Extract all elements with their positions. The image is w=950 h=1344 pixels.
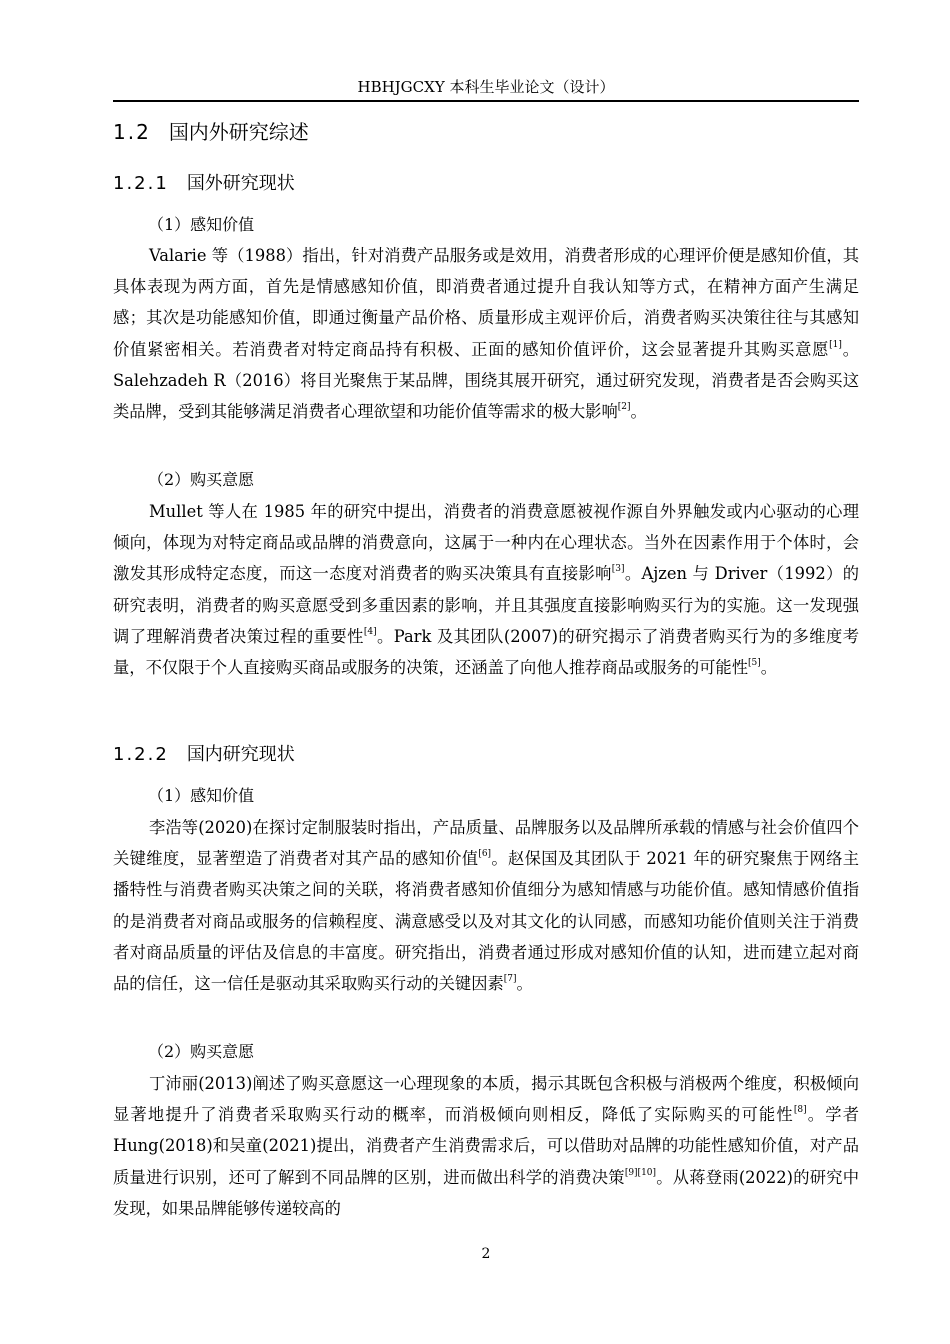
subsection-number: 1.2.1 — [113, 173, 169, 194]
section-title: 国内外研究综述 — [168, 120, 309, 144]
citation-ref: [5] — [747, 658, 761, 669]
citation-ref: [2] — [617, 402, 631, 413]
citation-ref: [7] — [503, 974, 517, 985]
paragraph-domestic-purchase-intention — [113, 1068, 859, 1224]
paragraph-text: Mullet 等人在 1985 年的研究中提出，消费者的消费意愿被视作源自外界触发或内心驱动的心理倾向，体现为对特定商品或品牌的消费意向，这属于一种内在心理状态。当外在因素作用于个体时，会激发其形成特定态度，而这一态度对消费者的购买决策具有直接影响 — [113, 502, 859, 584]
citation-ref: [9][10] — [624, 1167, 657, 1178]
paragraph-text: 。 — [516, 974, 533, 994]
paragraph-text: Valarie 等（1988）指出，针对消费产品服务或是效用，消费者形成的心理评价便是感知价值，其具体表现为两方面，首先是情感感知价值，即消费者通过提升自我认知等方式，在精神方面产生满足感；其次是功能感知价值，即通过衡量产品价格、质量形成主观评价后，消费者购买决策往往与其感知价值紧密相关。若消费者对特定商品持有积极、正面的感知价值评价，这会显著提升其购买意愿 — [113, 246, 859, 359]
paragraph-foreign-perceived-value — [113, 240, 859, 427]
page-header: HBHJGCXY 本科生毕业论文（设计） — [357, 78, 615, 96]
paragraph-text: 。Park 及其团队(2007)的研究揭示了消费者购买行为的多维度考量，不仅限于个人直接购买商品或服务的决策，还涵盖了向他人推荐商品或服务的可能性 — [113, 626, 859, 678]
item-heading-perceived-value: （1）感知价值 — [148, 215, 255, 234]
paragraph-text: 。Salehzadeh R（2016）将目光聚焦于某品牌，围绕其展开研究，通过研究发现，消费者是否会购买这类品牌，受到其能够满足消费者心理欲望和功能价值等需求的极大影响 — [113, 339, 859, 422]
section-heading — [113, 118, 309, 146]
citation-ref: [4] — [363, 626, 377, 637]
paragraph-text: 。从蒋登雨(2022)的研究中发现，如果品牌能够传递较高的 — [113, 1167, 860, 1218]
subsection-heading-foreign — [113, 171, 295, 197]
citation-ref: [8] — [793, 1105, 807, 1116]
paragraph-text: 。 — [760, 658, 778, 678]
paragraph-text: 。 — [630, 402, 647, 422]
paragraph-text: 李浩等(2020)在探讨定制服装时指出，产品质量、品牌服务以及品牌所承载的情感与社会价值四个关键维度，显著塑造了消费者对其产品的感知价值 — [113, 818, 859, 869]
paragraph-text: 。Ajzen 与 Driver（1992）的研究表明，消费者的购买意愿受到多重因素的影响，并且其强度直接影响购买行为的实施。这一发现强调了理解消费者决策过程的重要性 — [113, 564, 859, 646]
paragraph-text: 。赵保国及其团队于 2021 年的研究聚焦于网络主播特性与消费者购买决策之间的关联，将消费者感知价值细分为感知情感与功能价值。感知情感价值指的是消费者对商品或服务的信赖程度、满意感受以及对其文化的认同感，而感知功能价值则关注于消费者对商品质量的评估及信息的丰富度。研究指出，消费者通过形成对感知价值的认知，进而建立起对商品的信任，这一信任是驱动其采取购买行动的关键因素 — [113, 849, 859, 994]
item-heading-purchase-intention: （2）购买意愿 — [148, 1042, 255, 1061]
subsection-heading-domestic — [113, 742, 295, 768]
paragraph-foreign-purchase-intention — [113, 496, 859, 683]
citation-ref: [3] — [611, 564, 625, 575]
item-heading-purchase-intention: （2）购买意愿 — [148, 470, 255, 489]
subsection-title: 国外研究现状 — [186, 173, 295, 194]
item-heading-perceived-value: （1）感知价值 — [148, 786, 255, 805]
citation-ref: [1] — [829, 339, 842, 350]
paragraph-text: 丁沛丽(2013)阐述了购买意愿这一心理现象的本质，揭示其既包含积极与消极两个维度，积极倾向显著地提升了消费者采取购买行动的概率，而消极倾向则相反，降低了实际购买的可能性 — [113, 1074, 859, 1125]
section-number: 1.2 — [113, 120, 151, 144]
citation-ref: [6] — [478, 849, 492, 860]
header-rule — [113, 100, 859, 102]
paragraph-domestic-perceived-value — [113, 812, 859, 999]
page-number: 2 — [481, 1246, 491, 1262]
paragraph-text: 。学者 Hung(2018)和吴童(2021)提出，消费者产生消费需求后，可以借助对品牌的功能性感知价值，对产品质量进行识别，还可了解到不同品牌的区别，进而做出科学的消费决策 — [113, 1105, 859, 1187]
subsection-title: 国内研究现状 — [186, 744, 295, 765]
subsection-number: 1.2.2 — [113, 744, 169, 765]
